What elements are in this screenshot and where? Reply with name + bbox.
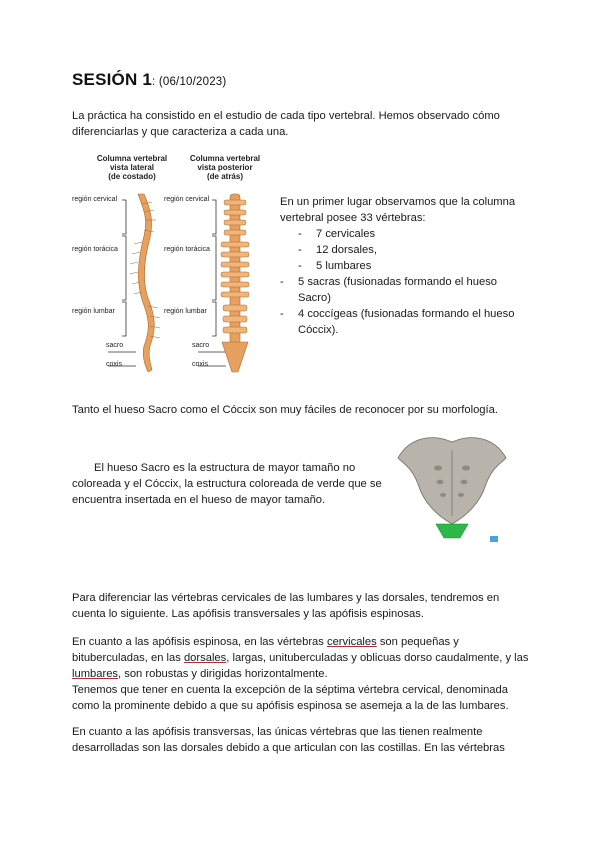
- intro-paragraph: La práctica ha consistido en el estudio de cada tipo vertebral. Hemos observado cómo diferenciarlas y que caracteriza a cada una.: [72, 110, 500, 138]
- vertebra-list: [298, 226, 520, 274]
- coccyx-shape: [436, 524, 468, 538]
- sacrum-image: [392, 428, 512, 548]
- column-description: [280, 194, 520, 338]
- espinosa-paragraph: En cuanto a las apófisis espinosa, en las vértebras cervicales son pequeñas y bituberculadas, en las dorsales, largas, unituberculadas y oblicuas dorso caudalmente, y las lumbares, son robustas y dirigidas horizontalmente.: [72, 636, 529, 680]
- exception-paragraph: Tenemos que tener en cuenta la excepción de la séptima vértebra cervical, denominada como la prominente debido a que su apófisis espinosa se asemeja a la de las lumbares.: [72, 684, 509, 712]
- spine-illustration: [72, 150, 272, 382]
- list-item-sacras: - 5 sacras (fusionadas formando el hueso Sacro): [280, 276, 498, 304]
- label-lumbar-posterior: región lumbar: [164, 308, 207, 315]
- diff-paragraph: Para diferenciar las vértebras cervicales de las lumbares y las dorsales, tendremos en cuenta lo siguiente. Las apófisis transversales y las apófisis espinosas.: [72, 592, 500, 620]
- spine-figure: [72, 150, 272, 382]
- label-toracica-lateral: región torácica: [72, 246, 118, 253]
- session-date: : (06/10/2023): [152, 76, 227, 88]
- session-title: SESIÓN 1: [72, 70, 153, 89]
- label-coxis-lateral: coxis: [106, 361, 122, 368]
- label-cervical-lateral: región cervical: [72, 196, 118, 203]
- lumbares-term: lumbares: [72, 668, 119, 680]
- page-title: [72, 70, 226, 90]
- posterior-title: Columna vertebral vista posterior (de atrás): [189, 154, 261, 181]
- lateral-title: Columna vertebral vista lateral (de costado): [96, 154, 168, 181]
- list-item: - 12 dorsales,: [298, 242, 520, 258]
- dorsales-term: dorsales: [183, 652, 227, 664]
- label-lumbar-lateral: región lumbar: [72, 308, 115, 315]
- label-sacro-lateral: sacro: [106, 342, 124, 349]
- label-toracica-posterior: región torácica: [164, 246, 210, 253]
- column-intro: En un primer lugar observamos que la columna vertebral posee 33 vértebras:: [280, 196, 516, 224]
- list-item: - 7 cervicales: [298, 226, 520, 242]
- list-item-coccigeas: - 4 coccígeas (fusionadas formando el hueso Cóccix).: [280, 308, 515, 336]
- cervicales-term: cervicales: [326, 636, 377, 648]
- list-item: - 5 lumbares: [298, 258, 520, 274]
- label-cervical-posterior: región cervical: [164, 196, 210, 203]
- sacro-paragraph: Tanto el hueso Sacro como el Cóccix son muy fáciles de reconocer por su morfología.: [72, 404, 498, 416]
- sacro-description: El hueso Sacro es la estructura de mayor tamaño no coloreada y el Cóccix, la estructura coloreada de verde que se encuentra insertada en el hueso de mayor tamaño.: [72, 462, 382, 506]
- transversa-paragraph: En cuanto a las apófisis transversas, las únicas vértebras que las tienen realmente desarrolladas son las dorsales debido a que articulan con las costillas. En las vértebras: [72, 726, 505, 754]
- small-logo-icon: [490, 536, 498, 542]
- label-coxis-posterior: coxis: [192, 361, 208, 368]
- label-sacro-posterior: sacro: [192, 342, 210, 349]
